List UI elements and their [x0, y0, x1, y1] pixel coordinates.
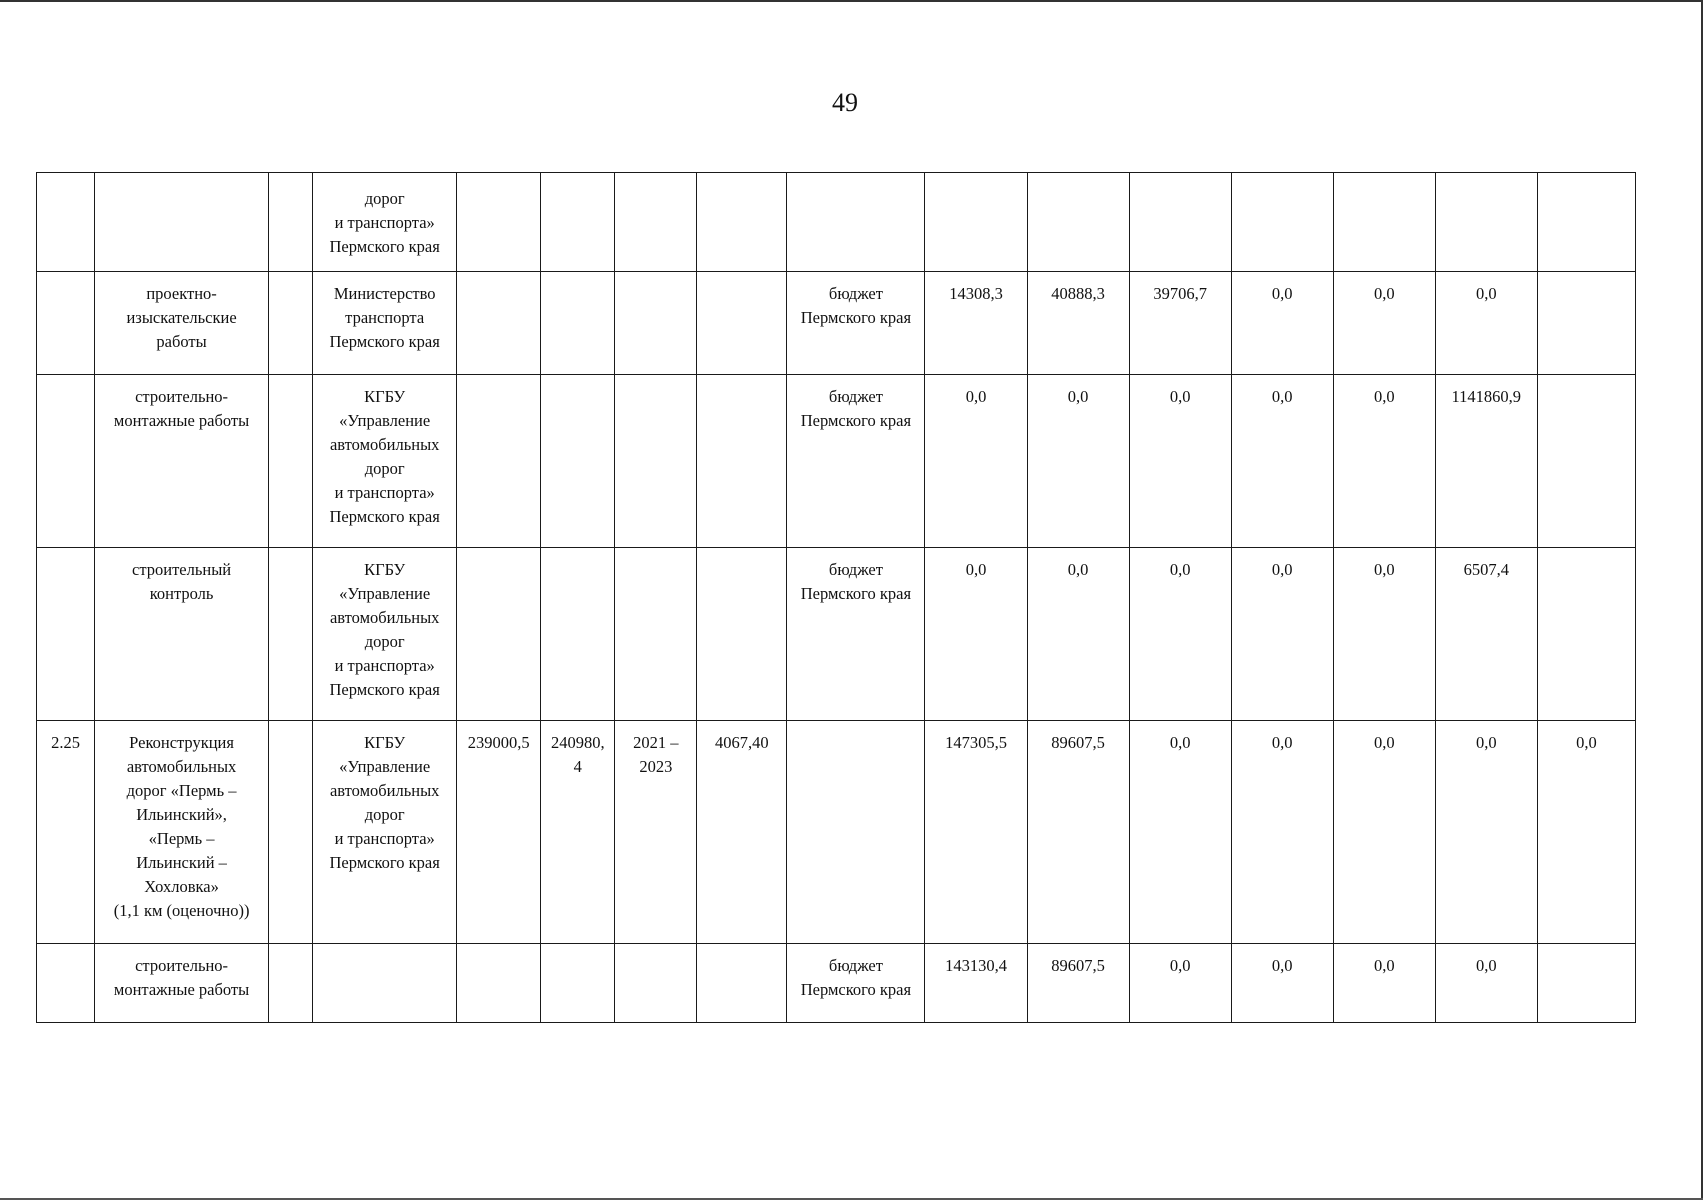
cell-value-4: 0,0: [1231, 944, 1333, 1023]
cell-number: 2.25: [37, 721, 95, 944]
cell-name: Реконструкция автомобильных дорог «Пермь – Ильинский», «Пермь – Ильинский – Хохловка» (1,1 км (оценочно)): [95, 721, 269, 944]
cell-col6: [541, 272, 615, 375]
cell-value-6: 0,0: [1435, 721, 1537, 944]
cell-col3: [269, 944, 313, 1023]
cell-value-5: 0,0: [1333, 721, 1435, 944]
cell-value-2: 40888,3: [1027, 272, 1129, 375]
cell-col3: [269, 173, 313, 272]
table-row: [37, 272, 1636, 375]
table-row: [37, 173, 1636, 272]
cell-value-1: 143130,4: [925, 944, 1027, 1023]
cell-col7: 2021 – 2023: [615, 721, 697, 944]
cell-col7: [615, 548, 697, 721]
cell-name: строительно- монтажные работы: [95, 944, 269, 1023]
cell-number: [37, 944, 95, 1023]
cell-name: строительный контроль: [95, 548, 269, 721]
table-row: [37, 721, 1636, 944]
cell-value-3: [1129, 173, 1231, 272]
cell-value-1: [925, 173, 1027, 272]
cell-value-7: [1537, 272, 1635, 375]
cell-value-4: 0,0: [1231, 548, 1333, 721]
cell-number: [37, 173, 95, 272]
cell-number: [37, 272, 95, 375]
cell-source: бюджет Пермского края: [787, 272, 925, 375]
cell-col8: [697, 272, 787, 375]
cell-col3: [269, 548, 313, 721]
cell-col5: 239000,5: [457, 721, 541, 944]
table-row: [37, 375, 1636, 548]
cell-value-6: 0,0: [1435, 272, 1537, 375]
cell-col7: [615, 173, 697, 272]
cell-value-1: 0,0: [925, 548, 1027, 721]
scan-edge-top: [0, 0, 1703, 2]
cell-value-5: [1333, 173, 1435, 272]
cell-value-3: 0,0: [1129, 721, 1231, 944]
cell-source: [787, 721, 925, 944]
cell-value-7: 0,0: [1537, 721, 1635, 944]
cell-col7: [615, 272, 697, 375]
cell-executor: КГБУ «Управление автомобильных дорог и транспорта» Пермского края: [313, 375, 457, 548]
cell-value-5: 0,0: [1333, 944, 1435, 1023]
cell-col6: 240980, 4: [541, 721, 615, 944]
cell-col8: [697, 173, 787, 272]
cell-col6: [541, 375, 615, 548]
cell-col6: [541, 944, 615, 1023]
cell-source: бюджет Пермского края: [787, 375, 925, 548]
cell-value-5: 0,0: [1333, 548, 1435, 721]
cell-value-2: 89607,5: [1027, 944, 1129, 1023]
cell-name: строительно- монтажные работы: [95, 375, 269, 548]
cell-value-6: 6507,4: [1435, 548, 1537, 721]
cell-col5: [457, 548, 541, 721]
cell-col8: [697, 548, 787, 721]
cell-col3: [269, 272, 313, 375]
cell-name: [95, 173, 269, 272]
cell-value-7: [1537, 173, 1635, 272]
cell-value-7: [1537, 944, 1635, 1023]
cell-number: [37, 375, 95, 548]
cell-col5: [457, 944, 541, 1023]
cell-col5: [457, 173, 541, 272]
cell-value-4: [1231, 173, 1333, 272]
cell-value-6: [1435, 173, 1537, 272]
cell-col3: [269, 375, 313, 548]
cell-executor: КГБУ «Управление автомобильных дорог и транспорта» Пермского края: [313, 548, 457, 721]
cell-value-3: 0,0: [1129, 944, 1231, 1023]
cell-source: бюджет Пермского края: [787, 548, 925, 721]
cell-col7: [615, 944, 697, 1023]
cell-source: бюджет Пермского края: [787, 944, 925, 1023]
cell-value-1: 14308,3: [925, 272, 1027, 375]
cell-source: [787, 173, 925, 272]
cell-value-1: 147305,5: [925, 721, 1027, 944]
cell-col6: [541, 173, 615, 272]
cell-value-3: 0,0: [1129, 375, 1231, 548]
cell-value-7: [1537, 548, 1635, 721]
cell-value-4: 0,0: [1231, 375, 1333, 548]
cell-value-2: 0,0: [1027, 375, 1129, 548]
cell-col6: [541, 548, 615, 721]
cell-value-6: 0,0: [1435, 944, 1537, 1023]
cell-value-1: 0,0: [925, 375, 1027, 548]
cell-value-5: 0,0: [1333, 272, 1435, 375]
cell-value-2: [1027, 173, 1129, 272]
cell-value-4: 0,0: [1231, 272, 1333, 375]
cell-executor: дорог и транспорта» Пермского края: [313, 173, 457, 272]
cell-col3: [269, 721, 313, 944]
cell-value-2: 0,0: [1027, 548, 1129, 721]
cell-col8: [697, 375, 787, 548]
cell-col8: 4067,40: [697, 721, 787, 944]
cell-value-2: 89607,5: [1027, 721, 1129, 944]
table-row: [37, 548, 1636, 721]
table-row: [37, 944, 1636, 1023]
cell-value-5: 0,0: [1333, 375, 1435, 548]
cell-value-4: 0,0: [1231, 721, 1333, 944]
cell-col5: [457, 272, 541, 375]
cell-value-7: [1537, 375, 1635, 548]
cell-value-3: 0,0: [1129, 548, 1231, 721]
page-number: 49: [832, 88, 858, 117]
program-table: [36, 172, 1636, 1023]
cell-value-3: 39706,7: [1129, 272, 1231, 375]
cell-name: проектно- изыскательские работы: [95, 272, 269, 375]
cell-executor: КГБУ «Управление автомобильных дорог и транспорта» Пермского края: [313, 721, 457, 944]
cell-executor: [313, 944, 457, 1023]
cell-col5: [457, 375, 541, 548]
cell-col7: [615, 375, 697, 548]
cell-value-6: 1141860,9: [1435, 375, 1537, 548]
cell-executor: Министерство транспорта Пермского края: [313, 272, 457, 375]
cell-col8: [697, 944, 787, 1023]
cell-number: [37, 548, 95, 721]
